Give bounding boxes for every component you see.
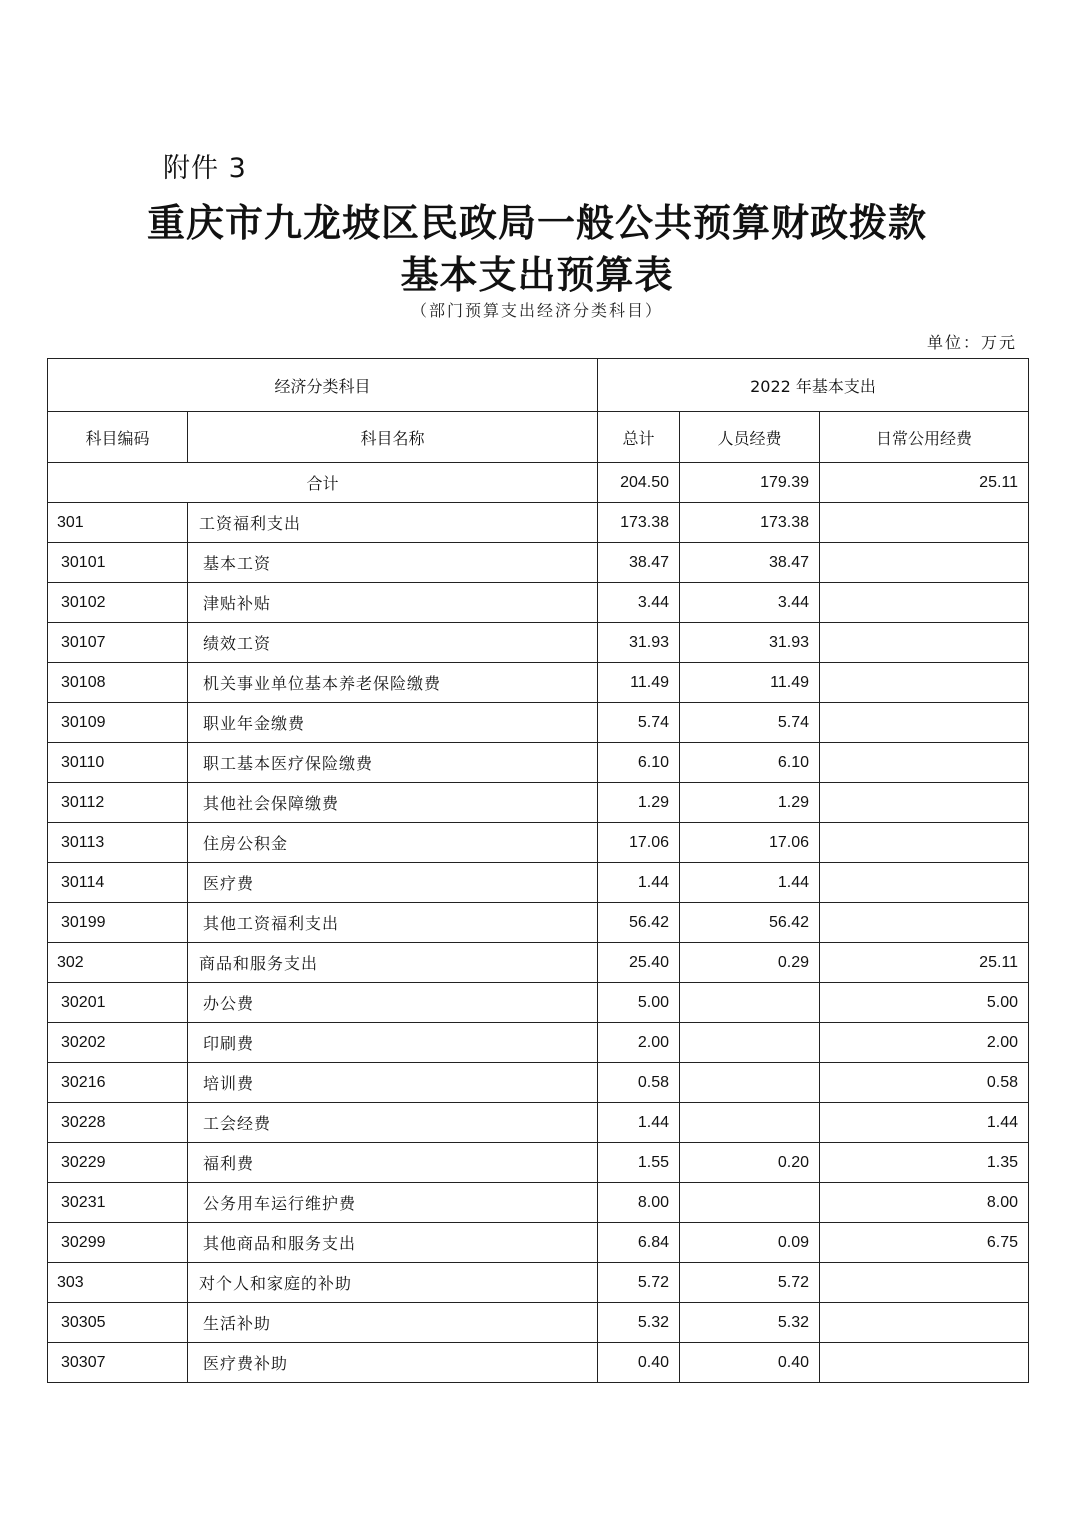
- table-row: [48, 783, 1029, 823]
- row-name: 津贴补贴: [188, 583, 598, 623]
- row-code: 30114: [48, 863, 188, 903]
- row-public: 6.75: [820, 1223, 1029, 1263]
- row-code: 30216: [48, 1063, 188, 1103]
- unit-label: 单位：万元: [926, 333, 1017, 352]
- column-header-code: 科目编码: [48, 412, 188, 463]
- row-personnel: 5.32: [680, 1303, 820, 1343]
- row-public: [820, 823, 1029, 863]
- table-row: [48, 1143, 1029, 1183]
- row-public: 0.58: [820, 1063, 1029, 1103]
- row-code: 30109: [48, 703, 188, 743]
- row-code: 303: [48, 1263, 188, 1303]
- row-public: [820, 703, 1029, 743]
- row-code: 30228: [48, 1103, 188, 1143]
- column-header-personnel: 人员经费: [680, 412, 820, 463]
- row-total: 173.38: [598, 503, 680, 543]
- row-total: 6.84: [598, 1223, 680, 1263]
- row-code: 30101: [48, 543, 188, 583]
- row-public: [820, 503, 1029, 543]
- table-row: [48, 903, 1029, 943]
- row-total: 1.44: [598, 1103, 680, 1143]
- row-public: 25.11: [820, 943, 1029, 983]
- row-name: 机关事业单位基本养老保险缴费: [188, 663, 598, 703]
- total-row: [48, 463, 1029, 503]
- row-public: [820, 1263, 1029, 1303]
- row-code: 30102: [48, 583, 188, 623]
- row-name: 福利费: [188, 1143, 598, 1183]
- row-personnel: 1.44: [680, 863, 820, 903]
- table-row: [48, 543, 1029, 583]
- table-row: [48, 663, 1029, 703]
- row-public: [820, 903, 1029, 943]
- row-personnel: 17.06: [680, 823, 820, 863]
- row-public: 2.00: [820, 1023, 1029, 1063]
- table-row: [48, 983, 1029, 1023]
- row-personnel: 5.74: [680, 703, 820, 743]
- table-row: [48, 1223, 1029, 1263]
- row-public: [820, 783, 1029, 823]
- row-personnel: 11.49: [680, 663, 820, 703]
- row-personnel: 1.29: [680, 783, 820, 823]
- column-header-name: 科目名称: [188, 412, 598, 463]
- row-public: [820, 663, 1029, 703]
- row-name: 商品和服务支出: [188, 943, 598, 983]
- group-header-row: [48, 359, 1029, 412]
- row-code: 30199: [48, 903, 188, 943]
- row-public: 1.35: [820, 1143, 1029, 1183]
- row-code: 30202: [48, 1023, 188, 1063]
- column-header-row: [48, 412, 1029, 463]
- row-personnel: [680, 1183, 820, 1223]
- row-name: 基本工资: [188, 543, 598, 583]
- table-row: [48, 583, 1029, 623]
- row-code: 30107: [48, 623, 188, 663]
- document-title-line2: 基本支出预算表: [400, 252, 674, 297]
- row-name: 职工基本医疗保险缴费: [188, 743, 598, 783]
- row-personnel: 6.10: [680, 743, 820, 783]
- row-name: 住房公积金: [188, 823, 598, 863]
- column-header-total: 总计: [598, 412, 680, 463]
- row-total: 0.40: [598, 1343, 680, 1383]
- row-name: 工会经费: [188, 1103, 598, 1143]
- total-sum: 204.50: [598, 463, 680, 503]
- row-name: 职业年金缴费: [188, 703, 598, 743]
- row-name: 其他社会保障缴费: [188, 783, 598, 823]
- row-total: 1.29: [598, 783, 680, 823]
- row-personnel: 5.72: [680, 1263, 820, 1303]
- row-code: 30299: [48, 1223, 188, 1263]
- row-code: 30108: [48, 663, 188, 703]
- row-personnel: [680, 1023, 820, 1063]
- row-personnel: 0.09: [680, 1223, 820, 1263]
- attachment-label: 附件 3: [163, 153, 247, 184]
- row-total: 17.06: [598, 823, 680, 863]
- row-total: 56.42: [598, 903, 680, 943]
- row-total: 0.58: [598, 1063, 680, 1103]
- row-name: 生活补助: [188, 1303, 598, 1343]
- row-public: [820, 863, 1029, 903]
- row-code: 301: [48, 503, 188, 543]
- table-row: [48, 1343, 1029, 1383]
- document-subtitle: （部门预算支出经济分类科目）: [410, 301, 663, 320]
- row-personnel: [680, 1063, 820, 1103]
- table-row: [48, 1183, 1029, 1223]
- row-name: 医疗费: [188, 863, 598, 903]
- row-total: 1.44: [598, 863, 680, 903]
- row-code: 30231: [48, 1183, 188, 1223]
- row-code: 30307: [48, 1343, 188, 1383]
- row-code: 30112: [48, 783, 188, 823]
- table-row: [48, 1023, 1029, 1063]
- table-row: [48, 503, 1029, 543]
- row-public: [820, 583, 1029, 623]
- table-row: [48, 863, 1029, 903]
- row-total: 5.00: [598, 983, 680, 1023]
- row-total: 5.72: [598, 1263, 680, 1303]
- group-header-economic: 经济分类科目: [48, 359, 598, 412]
- table-row: [48, 1263, 1029, 1303]
- row-public: [820, 623, 1029, 663]
- row-code: 30229: [48, 1143, 188, 1183]
- row-personnel: 38.47: [680, 543, 820, 583]
- row-total: 1.55: [598, 1143, 680, 1183]
- row-personnel: 3.44: [680, 583, 820, 623]
- row-total: 31.93: [598, 623, 680, 663]
- row-code: 30201: [48, 983, 188, 1023]
- row-total: 25.40: [598, 943, 680, 983]
- column-header-public: 日常公用经费: [820, 412, 1029, 463]
- table-row: [48, 1063, 1029, 1103]
- row-public: 1.44: [820, 1103, 1029, 1143]
- table-row: [48, 823, 1029, 863]
- row-name: 其他商品和服务支出: [188, 1223, 598, 1263]
- row-personnel: 173.38: [680, 503, 820, 543]
- row-code: 30305: [48, 1303, 188, 1343]
- row-personnel: 56.42: [680, 903, 820, 943]
- table-row: [48, 943, 1029, 983]
- row-name: 工资福利支出: [188, 503, 598, 543]
- row-name: 公务用车运行维护费: [188, 1183, 598, 1223]
- row-name: 绩效工资: [188, 623, 598, 663]
- row-public: 8.00: [820, 1183, 1029, 1223]
- row-public: [820, 743, 1029, 783]
- table-row: [48, 1103, 1029, 1143]
- row-name: 培训费: [188, 1063, 598, 1103]
- row-personnel: 0.20: [680, 1143, 820, 1183]
- row-personnel: [680, 1103, 820, 1143]
- total-personnel: 179.39: [680, 463, 820, 503]
- row-personnel: 31.93: [680, 623, 820, 663]
- row-name: 对个人和家庭的补助: [188, 1263, 598, 1303]
- total-label: 合计: [48, 463, 598, 503]
- budget-table: [47, 358, 1029, 1383]
- row-name: 医疗费补助: [188, 1343, 598, 1383]
- row-total: 5.74: [598, 703, 680, 743]
- row-total: 2.00: [598, 1023, 680, 1063]
- row-public: [820, 1343, 1029, 1383]
- row-code: 302: [48, 943, 188, 983]
- row-name: 其他工资福利支出: [188, 903, 598, 943]
- row-personnel: 0.29: [680, 943, 820, 983]
- group-header-basic-expense: 2022 年基本支出: [598, 359, 1029, 412]
- row-name: 办公费: [188, 983, 598, 1023]
- row-code: 30110: [48, 743, 188, 783]
- row-total: 8.00: [598, 1183, 680, 1223]
- row-total: 11.49: [598, 663, 680, 703]
- total-public: 25.11: [820, 463, 1029, 503]
- row-public: [820, 1303, 1029, 1343]
- row-personnel: 0.40: [680, 1343, 820, 1383]
- table-row: [48, 743, 1029, 783]
- row-public: 5.00: [820, 983, 1029, 1023]
- row-total: 5.32: [598, 1303, 680, 1343]
- row-total: 3.44: [598, 583, 680, 623]
- row-personnel: [680, 983, 820, 1023]
- row-code: 30113: [48, 823, 188, 863]
- table-row: [48, 623, 1029, 663]
- table-row: [48, 703, 1029, 743]
- row-name: 印刷费: [188, 1023, 598, 1063]
- row-total: 6.10: [598, 743, 680, 783]
- document-title-line1: 重庆市九龙坡区民政局一般公共预算财政拨款: [146, 200, 927, 245]
- row-public: [820, 543, 1029, 583]
- row-total: 38.47: [598, 543, 680, 583]
- table-row: [48, 1303, 1029, 1343]
